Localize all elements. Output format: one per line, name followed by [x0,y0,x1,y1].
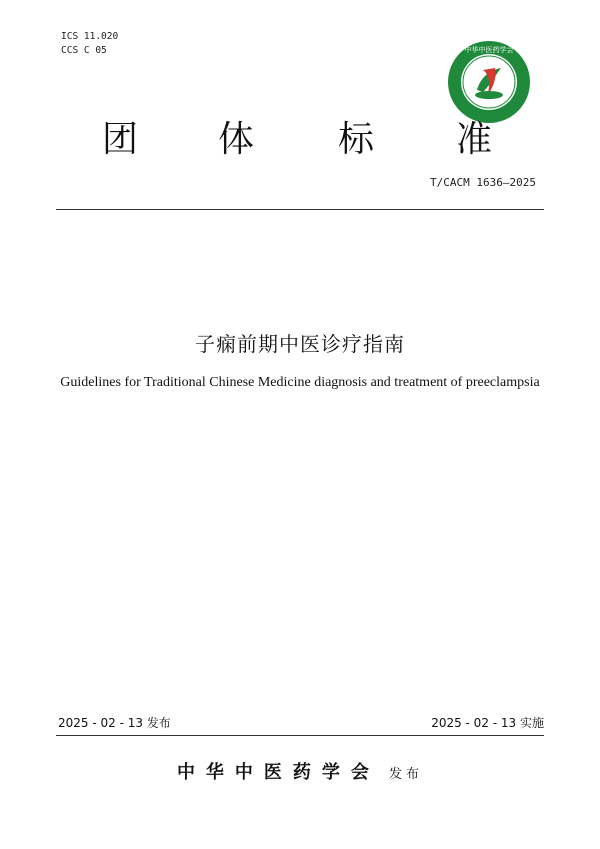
bottom-divider [56,735,544,736]
ccs-code: CCS C 05 [61,45,107,56]
logo-label: 中华中医药学会 [464,46,514,54]
classification-codes [61,30,118,58]
association-logo-icon [447,40,531,124]
publisher-suffix: 发布 [389,767,424,782]
document-type-char: 体 [218,119,255,160]
publisher-line [0,758,600,784]
document-type-char: 准 [456,119,493,160]
title-english: Guidelines for Traditional Chinese Medicine diagnosis and treatment of preeclampsia [60,375,540,390]
issue-date: 2025 - 02 - 13 发布 [58,716,171,730]
top-divider [56,209,544,210]
document-type-heading [0,116,600,166]
ics-code: ICS 11.020 [61,31,119,42]
implementation-date: 2025 - 02 - 13 实施 [431,716,544,730]
document-type-char: 标 [338,119,375,160]
document-type-char: 团 [102,119,139,160]
standard-number: T/CACM 1636—2025 [430,176,536,189]
title-chinese: 子痫前期中医诊疗指南 [195,332,405,356]
publisher-organization: 中华中医药学会 [176,762,380,783]
